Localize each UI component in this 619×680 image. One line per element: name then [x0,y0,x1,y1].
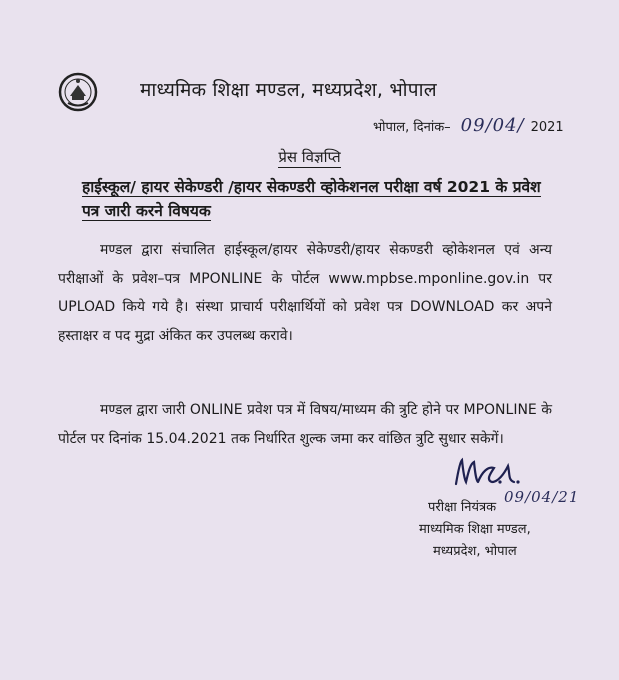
signatory-designation: परीक्षा नियंत्रक [428,500,497,515]
board-emblem-icon [58,72,98,112]
subject-line [82,175,552,223]
press-release-heading [0,147,619,167]
signatory-place: मध्यप्रदेश, भोपाल [433,544,517,559]
body-paragraph-2: मण्डल द्वारा जारी ONLINE प्रवेश पत्र में विषय/माध्यम की त्रुटि होने पर MPONLINE के पोर्टल पर दिनांक 15.04.2021 तक निर्धारित शुल्क जमा कर वांछित त्रुटि सुधार सकेगें। [58,402,552,447]
subject-text: हाईस्कूल/ हायर सेकेण्डरी /हायर सेकण्डरी व्होकेशनल परीक्षा वर्ष 2021 के प्रवेश पत्र जारी करने विषयक [82,178,541,220]
press-release-label: प्रेस विज्ञप्ति [278,148,341,166]
signature-date: 09/04/21 [504,488,580,506]
handwritten-date: 09/04/ [460,115,525,136]
board-name-heading: माध्यमिक शिक्षा मण्डल, मध्यप्रदेश, भोपाल [140,79,437,101]
place-date-label: भोपाल, दिनांक– [373,120,451,135]
body-paragraph-1: मण्डल द्वारा संचालित हाईस्कूल/हायर सेकेण्डरी/हायर सेकण्डरी व्होकेशनल एवं अन्य परीक्षाओं के प्रवेश–पत्र MPONLINE के पोर्टल www.mpbse.mponline.gov.in पर UPLOAD किये गये है। संस्था प्राचार्य परीक्षार्थियों को प्रवेश पत्र DOWNLOAD कर अपने हस्ताक्षर व पद मुद्रा अंकित कर उपलब्ध करावे। [58,242,552,344]
signatory-board: माध्यमिक शिक्षा मण्डल, [419,522,531,537]
place-date-line [373,115,564,136]
handwritten-signature [448,452,528,492]
date-year: 2021 [530,120,564,135]
